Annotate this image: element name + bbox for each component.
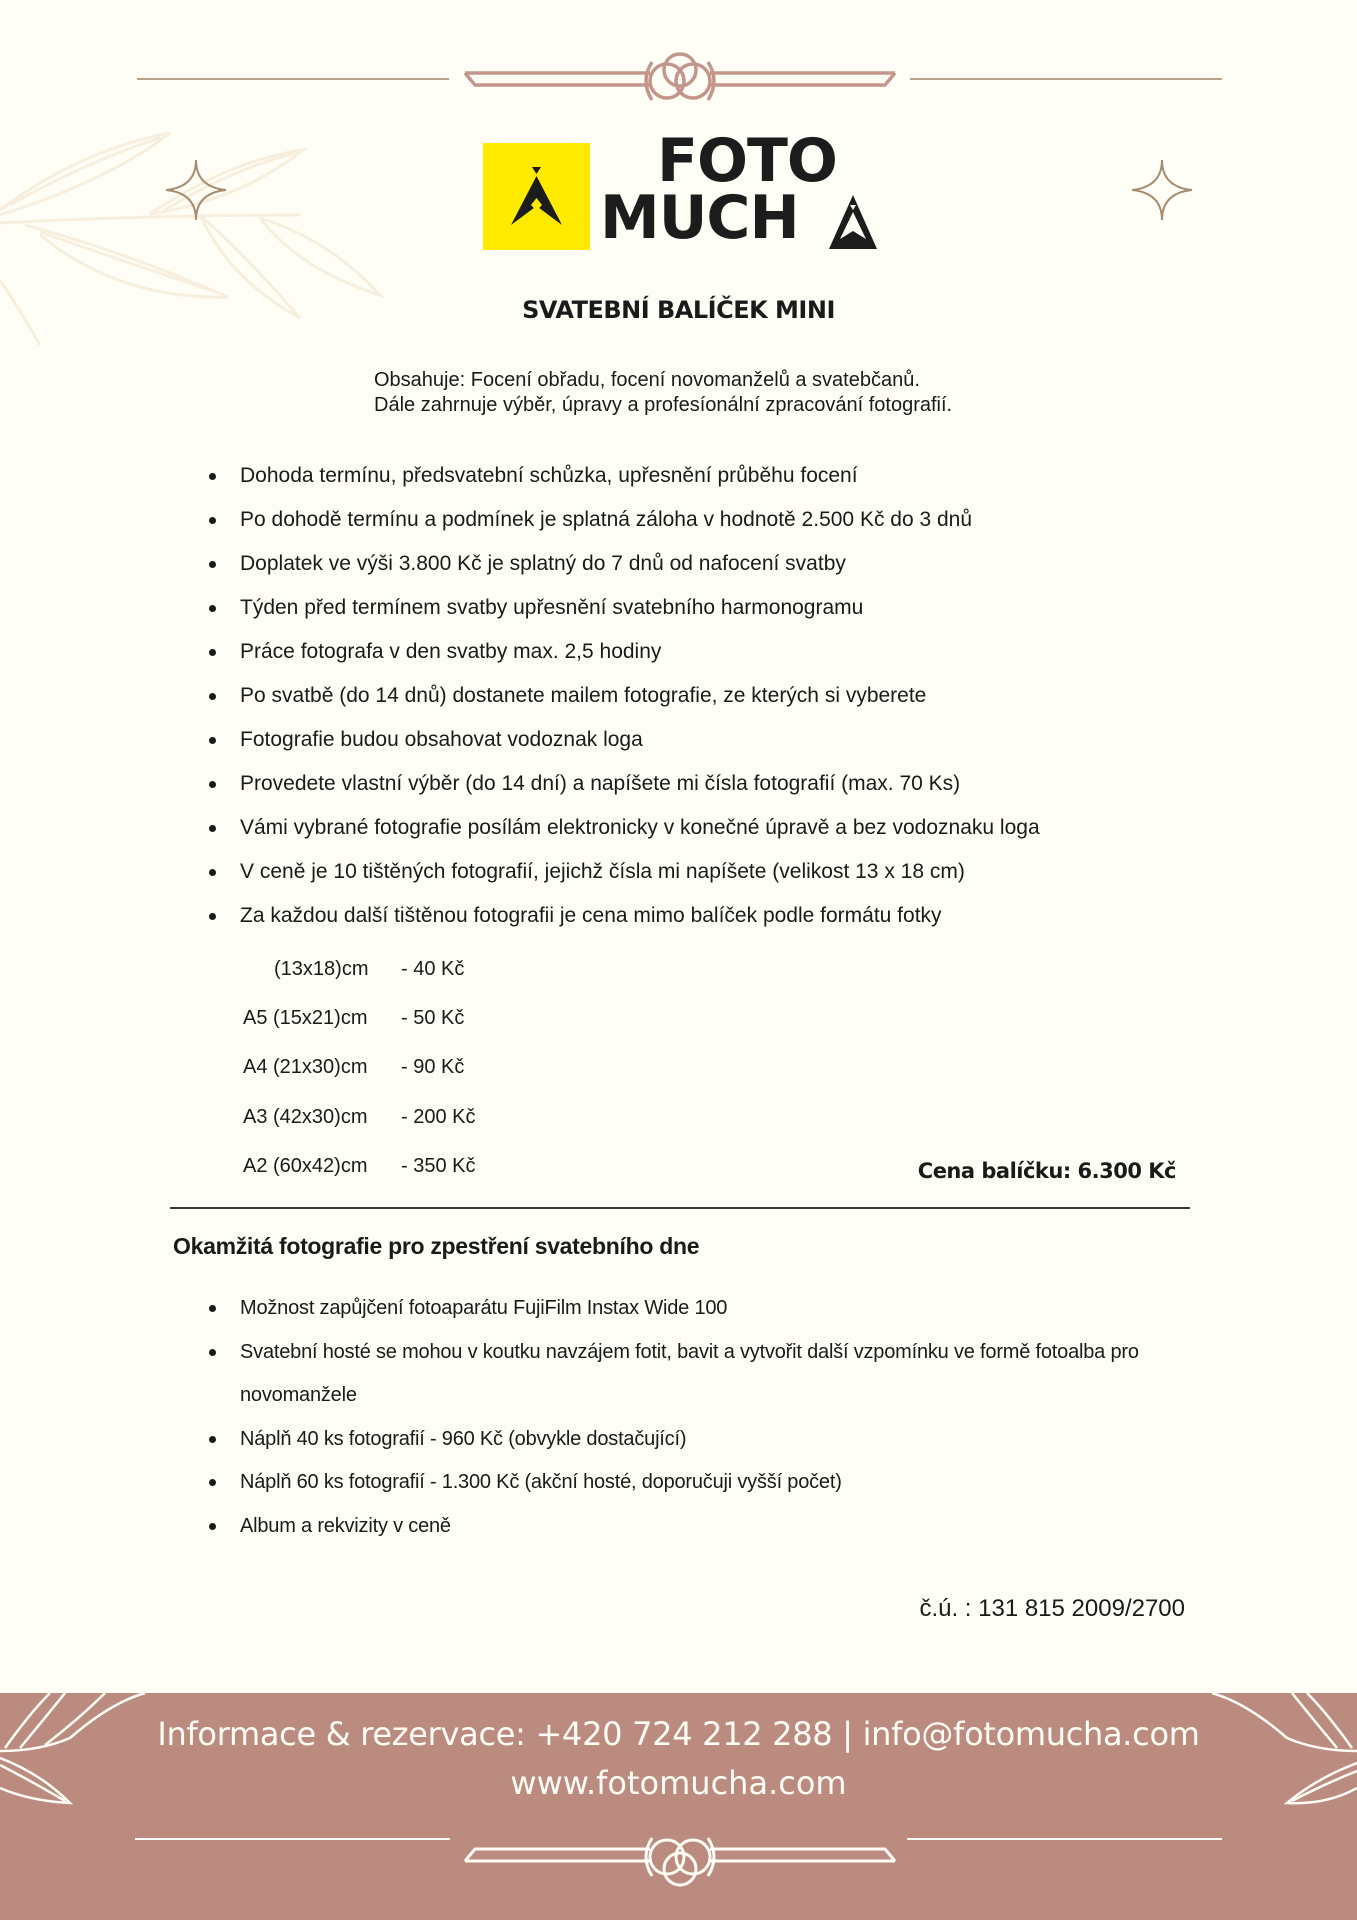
- logo-mark: [483, 143, 590, 250]
- sparkle-icon: [166, 160, 226, 220]
- list-item: Vámi vybrané fotografie posílám elektronicky v konečné úpravě a bez vodoznaku loga: [206, 813, 1206, 857]
- intro-text: [374, 368, 952, 418]
- list-item: Týden před termínem svatby upřesnění svatebního harmonogramu: [206, 593, 1206, 637]
- rings-ornament-icon: [460, 48, 900, 110]
- instant-photo-list: [206, 1287, 1206, 1548]
- list-item: Doplatek ve výši 3.800 Kč je splatný do 7 dnů od nafocení svatby: [206, 549, 1206, 593]
- price-value: - 200 Kč: [401, 1105, 476, 1128]
- footer-banner: [0, 1693, 1357, 1920]
- list-item: Fotografie budou obsahovat vodoznak loga: [206, 725, 1206, 769]
- rings-ornament-icon: [460, 1823, 900, 1903]
- price-format: (13x18)cm: [274, 958, 369, 980]
- butterfly-logo-icon: [483, 143, 590, 250]
- price-row: [243, 958, 475, 1007]
- footer-line-left: [135, 1838, 450, 1840]
- intro-line: Obsahuje: Focení obřadu, focení novomanželů a svatebčanů.: [374, 369, 920, 391]
- footer-line-right: [907, 1838, 1222, 1840]
- price-value: - 50 Kč: [401, 1007, 465, 1030]
- list-item: Provedete vlastní výběr (do 14 dní) a napíšete mi čísla fotografií (max. 70 Ks): [206, 769, 1206, 813]
- package-total-price: Cena balíčku: 6.300 Kč: [917, 1159, 1176, 1183]
- section-heading: Okamžitá fotografie pro zpestření svatebního dne: [173, 1233, 700, 1259]
- list-item: Po dohodě termínu a podmínek je splatná záloha v hodnotě 2.500 Kč do 3 dnů: [206, 505, 1206, 549]
- list-item: Dohoda termínu, předsvatební schůzka, upřesnění průběhu focení: [206, 461, 1206, 505]
- price-value: - 40 Kč: [401, 958, 465, 980]
- leaf-decoration-icon: [0, 1693, 180, 1823]
- package-items-list: [206, 461, 1206, 945]
- intro-line: Dále zahrnuje výběr, úpravy a profesíonální zpracování fotografií.: [374, 394, 953, 416]
- footer-contact[interactable]: Informace & rezervace: +420 724 212 288 | info@fotomucha.com: [157, 1715, 1200, 1753]
- price-format: A5 (15x21)cm: [243, 1007, 368, 1030]
- list-item: Za každou další tištěnou fotografii je cena mimo balíček podle formátu fotky: [206, 901, 1206, 945]
- price-row: [243, 1155, 475, 1204]
- print-price-list: [243, 958, 475, 1204]
- list-item: Možnost zapůjčení fotoaparátu FujiFilm Instax Wide 100: [206, 1287, 1206, 1331]
- price-row: [243, 1056, 475, 1105]
- logo-text-foto: FOTO: [657, 126, 837, 196]
- sparkle-icon: [1132, 160, 1192, 220]
- list-item: Náplň 40 ks fotografií - 960 Kč (obvykle dostačující): [206, 1418, 1206, 1462]
- top-divider-line-right: [910, 78, 1222, 80]
- price-row: [243, 1106, 475, 1155]
- section-divider: [170, 1207, 1190, 1209]
- logo-a-butterfly-icon: [829, 195, 877, 249]
- list-item: Náplň 60 ks fotografií - 1.300 Kč (akční hosté, doporučuji vyšší počet): [206, 1461, 1206, 1505]
- logo-text-mucha: MUCH: [600, 183, 799, 253]
- list-item-text: Svatební hosté se mohou v koutku navzájem fotit, bavit a vytvořit další vzpomínku ve formě fotoalba pro novomanžele: [240, 1340, 1139, 1406]
- price-value: - 90 Kč: [401, 1056, 465, 1079]
- price-row: [243, 1007, 475, 1056]
- price-format: A3 (42x30)cm: [243, 1105, 368, 1128]
- price-value: - 350 Kč: [401, 1154, 476, 1177]
- footer-website-link[interactable]: www.fotomucha.com: [510, 1764, 847, 1802]
- top-divider-line-left: [137, 78, 449, 80]
- list-item: [206, 1331, 1206, 1418]
- list-item: V ceně je 10 tištěných fotografií, jejichž čísla mi napíšete (velikost 13 x 18 cm): [206, 857, 1206, 901]
- price-format: A2 (60x42)cm: [243, 1154, 368, 1177]
- list-item: Po svatbě (do 14 dnů) dostanete mailem fotografie, ze kterých si vyberete: [206, 681, 1206, 725]
- page-title: SVATEBNÍ BALÍČEK MINI: [522, 296, 835, 324]
- leaf-decoration-icon: [1177, 1693, 1357, 1823]
- price-format: A4 (21x30)cm: [243, 1056, 368, 1079]
- bank-account-number: č.ú. : 131 815 2009/2700: [919, 1595, 1185, 1622]
- list-item: Práce fotografa v den svatby max. 2,5 hodiny: [206, 637, 1206, 681]
- list-item: Album a rekvizity v ceně: [206, 1505, 1206, 1549]
